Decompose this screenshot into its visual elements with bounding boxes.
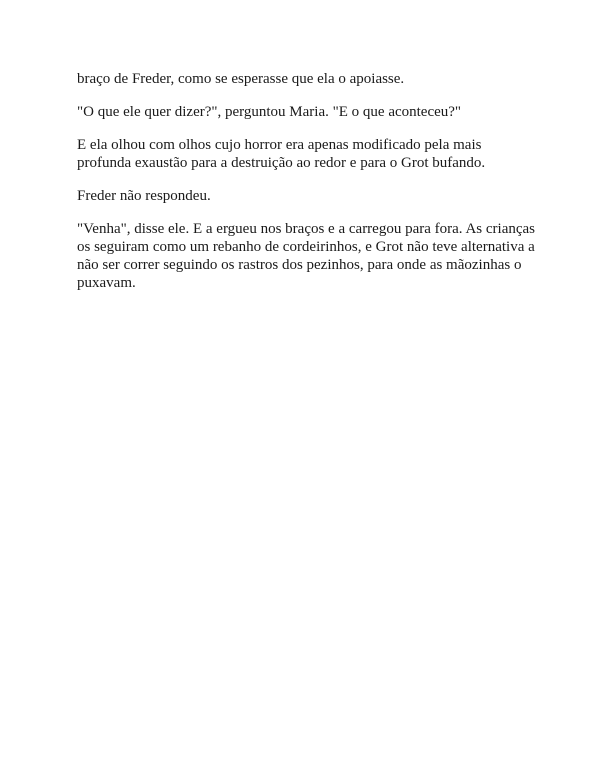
paragraph: braço de Freder, como se esperasse que ela o apoiasse. bbox=[77, 71, 405, 87]
paragraph: Freder não respondeu. bbox=[77, 188, 211, 204]
document-body bbox=[77, 70, 537, 307]
paragraph: "Venha", disse ele. E a ergueu nos braços e a carregou para fora. As crianças os seguiram como um rebanho de cordeirinhos, e Grot não teve alternativa a não ser correr seguindo os rastros dos pezinhos, para onde as mãozinhas o puxavam. bbox=[77, 221, 536, 291]
paragraph: E ela olhou com olhos cujo horror era apenas modificado pela mais profunda exaustão para a destruição ao redor e para o Grot bufando. bbox=[77, 137, 486, 171]
paragraph: "O que ele quer dizer?", perguntou Maria. "E o que aconteceu?" bbox=[77, 104, 462, 120]
